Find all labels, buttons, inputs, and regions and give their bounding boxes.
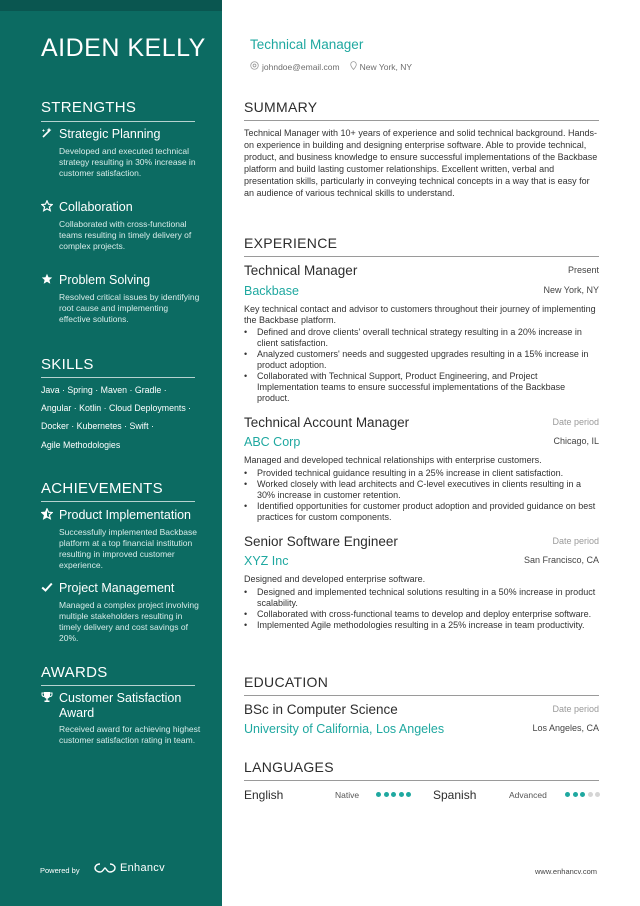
awards-divider [41, 685, 195, 686]
rating-dot [391, 792, 396, 797]
rating-dot [595, 792, 600, 797]
contact-line [250, 61, 412, 72]
rating-dot [376, 792, 381, 797]
company-name: Backbase [244, 284, 299, 298]
star-icon [41, 273, 59, 289]
job-bullet: • Identified opportunities for customer product adoption and provided guidance on best practices for custom components. [244, 501, 600, 523]
job-summary: Designed and developed enterprise software. [244, 574, 426, 584]
school-location: Los Angeles, CA [532, 723, 599, 733]
rating-dot [573, 792, 578, 797]
trophy-icon [41, 691, 59, 707]
job-bullet: • Designed and implemented technical solutions resulting in a 50% increase in product scalability. [244, 587, 600, 609]
achievement-description: Managed a complex project involving multiple stakeholders resulting in timely delivery and cost savings of 20%. [59, 600, 199, 643]
job-bullet: • Defined and drove clients' overall technical strategy resulting in a 20% increase in client satisfaction. [244, 327, 600, 349]
rating-dot [399, 792, 404, 797]
languages-heading: LANGUAGES [244, 759, 334, 775]
summary-heading: SUMMARY [244, 99, 318, 115]
strength-description: Resolved critical issues by identifying root cause and implementing effective solutions. [59, 292, 200, 324]
job-location: San Francisco, CA [523, 555, 599, 565]
summary-text: Technical Manager with 10+ years of experience and solid technical background. Hands-on experience in building and designing enterprise software. Able to provide technical, product, and business knowledge to ensure successful implementations of the Backbase platform and build lasting customer relationships. Excellent written, verbal and presentation skills, particularly in conveying technical concepts in a way that is easy for an audience of various technical skills to understand. [244, 128, 598, 198]
rating-dot [588, 792, 593, 797]
job-summary: Managed and developed technical relationships with enterprise customers. [244, 455, 542, 465]
skills-line: Agile Methodologies [41, 440, 121, 450]
enhancv-logo[interactable] [94, 862, 165, 874]
award-description: Received award for achieving highest customer satisfaction rating in team. [59, 724, 201, 745]
experience-divider [244, 256, 599, 257]
contact-location: New York, NY [359, 61, 413, 72]
awards-heading: AWARDS [41, 664, 108, 681]
job-title: Technical Manager [244, 263, 358, 278]
candidate-name: AIDEN KELLY [41, 34, 206, 62]
language-level: Advanced [509, 790, 547, 800]
star-half-icon [41, 508, 59, 524]
education-divider [244, 695, 599, 696]
achievements-divider [41, 501, 195, 502]
language-name: Spanish [433, 788, 477, 802]
skills-line: Java · Spring · Maven · Gradle · [41, 385, 167, 395]
strength-item [41, 200, 201, 252]
job-bullets [244, 327, 600, 404]
star-outline-icon [41, 200, 59, 216]
job-location: New York, NY [543, 285, 599, 295]
footer-website[interactable]: www.enhancv.com [535, 867, 597, 876]
language-level: Native [335, 790, 360, 800]
summary-divider [244, 120, 599, 121]
skills-line: Docker · Kubernetes · Swift · [41, 421, 154, 431]
at-icon [250, 61, 259, 72]
strength-title: Strategic Planning [59, 127, 161, 141]
job-bullet: • Collaborated with Technical Support, Product Engineering, and Project Implementation teams to ensure successful implementations of the Backbase product. [244, 371, 600, 404]
language-rating [565, 792, 603, 797]
education-date: Date period [552, 704, 599, 714]
job-title: Senior Software Engineer [244, 534, 398, 549]
degree-title: BSc in Computer Science [244, 702, 398, 717]
job-date: Date period [552, 417, 599, 427]
job-bullet: • Collaborated with cross-functional teams to develop and deploy enterprise software. [244, 609, 600, 620]
achievements-heading: ACHIEVEMENTS [41, 480, 163, 497]
strength-description: Collaborated with cross-functional teams resulting in timely delivery of complex projects. [59, 219, 192, 251]
job-date: Present [567, 265, 599, 275]
achievement-description: Successfully implemented Backbase platform at a top financial institution resulting in improved customer experience. [59, 527, 197, 570]
strength-description: Developed and executed technical strategy resulting in 30% increase in customer satisfaction. [59, 146, 196, 178]
contact-email[interactable]: johndoe@email.com [262, 61, 340, 72]
strength-title: Collaboration [59, 200, 133, 214]
experience-heading: EXPERIENCE [244, 235, 338, 251]
check-icon [41, 581, 59, 597]
language-rating [376, 792, 414, 797]
strength-item [41, 273, 201, 325]
school-name: University of California, Los Angeles [244, 722, 445, 736]
job-location: Chicago, IL [553, 436, 599, 446]
achievement-title: Product Implementation [59, 508, 192, 522]
sparkle-icon [41, 127, 59, 143]
job-bullets [244, 587, 600, 631]
achievement-item [41, 581, 201, 644]
skills-heading: SKILLS [41, 356, 94, 373]
languages-divider [244, 780, 599, 781]
rating-dot [565, 792, 570, 797]
company-name: ABC Corp [244, 435, 301, 449]
job-bullets [244, 468, 600, 523]
strengths-divider [41, 121, 195, 122]
achievement-title: Project Management [59, 581, 175, 595]
strength-item [41, 127, 201, 179]
job-bullet: • Worked closely with lead architects and C-level executives in clients resulting in a 30% increase in customer retention. [244, 479, 600, 501]
rating-dot [580, 792, 585, 797]
strengths-heading: STRENGTHS [41, 99, 137, 116]
job-bullet: • Implemented Agile methodologies resulting in a 25% increase in team productivity. [244, 620, 600, 631]
company-name: XYZ Inc [244, 554, 289, 568]
language-name: English [244, 788, 284, 802]
award-title: Customer Satisfaction Award [59, 691, 182, 720]
job-role-title: Technical Manager [250, 37, 364, 52]
skills-divider [41, 377, 195, 378]
powered-by-label: Powered by [40, 866, 80, 875]
enhancv-brand-text: Enhancv [120, 862, 165, 874]
strength-title: Problem Solving [59, 273, 151, 287]
sidebar-top-band [0, 0, 222, 11]
education-heading: EDUCATION [244, 674, 329, 690]
award-item [41, 691, 201, 746]
job-bullet: • Provided technical guidance resulting in a 25% increase in client satisfaction. [244, 468, 600, 479]
job-title: Technical Account Manager [244, 415, 410, 430]
sidebar [0, 0, 222, 906]
achievement-item [41, 508, 201, 571]
location-pin-icon [350, 61, 357, 72]
enhancv-logo-icon [94, 862, 116, 874]
job-date: Date period [552, 536, 599, 546]
rating-dot [406, 792, 411, 797]
rating-dot [384, 792, 389, 797]
job-bullet: • Analyzed customers' needs and suggested upgrades resulting in a 15% increase in product adoption. [244, 349, 600, 371]
job-summary: Key technical contact and advisor to customers throughout their journey of implementing the Backbase platform. [244, 304, 596, 325]
skills-line: Angular · Kotlin · Cloud Deployments · [41, 403, 192, 413]
